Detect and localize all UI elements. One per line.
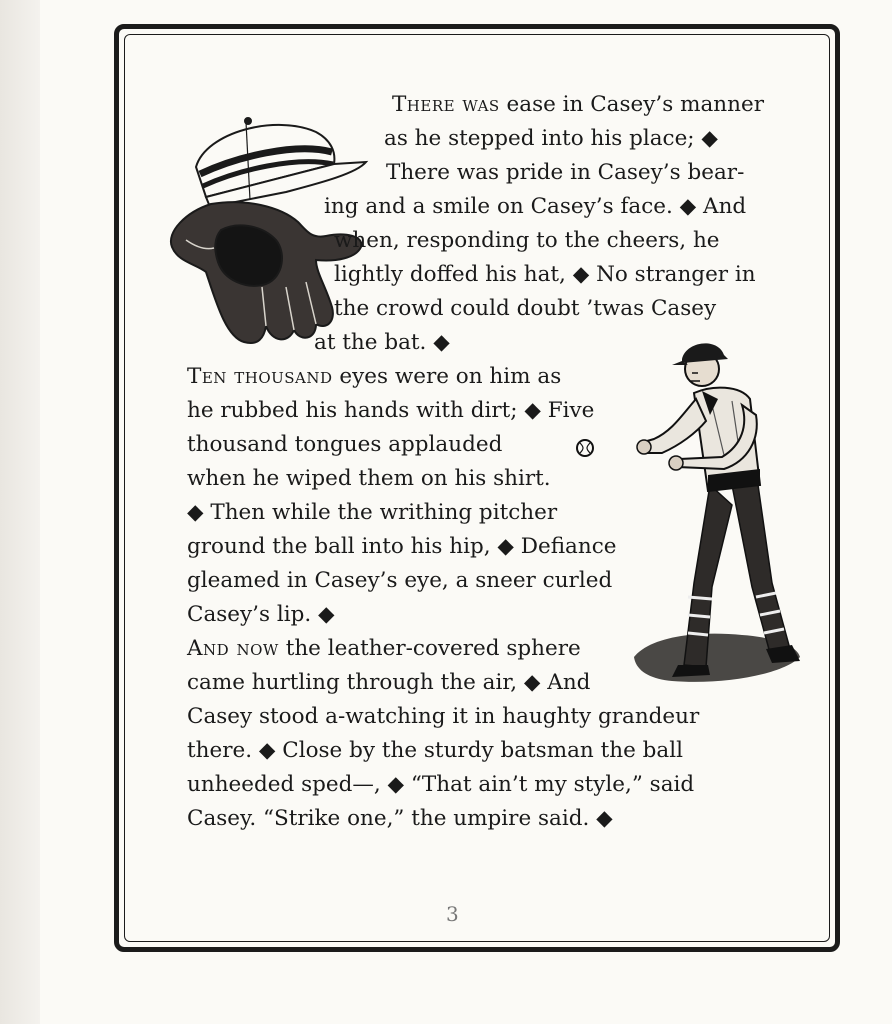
- page-number: 3: [446, 902, 459, 926]
- stanza-2-lead-caps: Ten thousand: [187, 364, 333, 389]
- stanza-2-line-1: Ten thousand eyes were on him as: [187, 364, 562, 389]
- page-edge: [0, 0, 40, 1024]
- stanza-2-line-5: ◆ Then while the writhing pitcher: [187, 500, 558, 525]
- stanza-1-lead-caps: There was: [391, 92, 500, 117]
- stanza-3-line-6: Casey. “Strike one,” the umpire said. ◆: [187, 806, 613, 831]
- stanza-2-line-3: thousand tongues applauded: [187, 432, 503, 457]
- stanza-1: [314, 88, 764, 360]
- stanza-3-line-5: unheeded sped—, ◆ “That ain’t my style,” said: [187, 772, 695, 797]
- stanza-1-line-7: the crowd could doubt ’twas Casey: [334, 296, 717, 321]
- stanza-1-line-6: lightly doffed his hat, ◆ No stranger in: [334, 262, 756, 287]
- stanza-3-line-4: there. ◆ Close by the sturdy batsman the ball: [187, 738, 683, 763]
- stanza-2-line-4: when he wiped them on his shirt.: [187, 466, 551, 491]
- stanza-1-line-5: when, responding to the cheers, he: [334, 228, 720, 253]
- stanza-3-line-3: Casey stood a-watching it in haughty grandeur: [187, 704, 700, 729]
- stanza-3-lead-caps: And now: [187, 636, 279, 661]
- stanza-2-line-2: he rubbed his hands with dirt; ◆ Five: [187, 398, 595, 423]
- stanza-1-line-8: at the bat. ◆: [314, 330, 450, 355]
- stanza-3-line-2: came hurtling through the air, ◆ And: [187, 670, 591, 695]
- stanza-1-line-2: as he stepped into his place; ◆: [384, 126, 718, 151]
- stanza-3: [187, 632, 767, 836]
- stanza-2-line-8: Casey’s lip. ◆: [187, 602, 335, 627]
- stanza-2: [187, 360, 647, 632]
- stanza-1-line-1: There was ease in Casey’s manner: [391, 92, 764, 117]
- stanza-1-line-4: ing and a smile on Casey’s face. ◆ And: [324, 194, 747, 219]
- stanza-3-line-1: And now the leather-covered sphere: [187, 636, 581, 661]
- stanza-2-line-6: ground the ball into his hip, ◆ Defiance: [187, 534, 617, 559]
- stanza-1-line-3: There was pride in Casey’s bear-: [386, 160, 745, 185]
- stanza-2-line-7: gleamed in Casey’s eye, a sneer curled: [187, 568, 613, 593]
